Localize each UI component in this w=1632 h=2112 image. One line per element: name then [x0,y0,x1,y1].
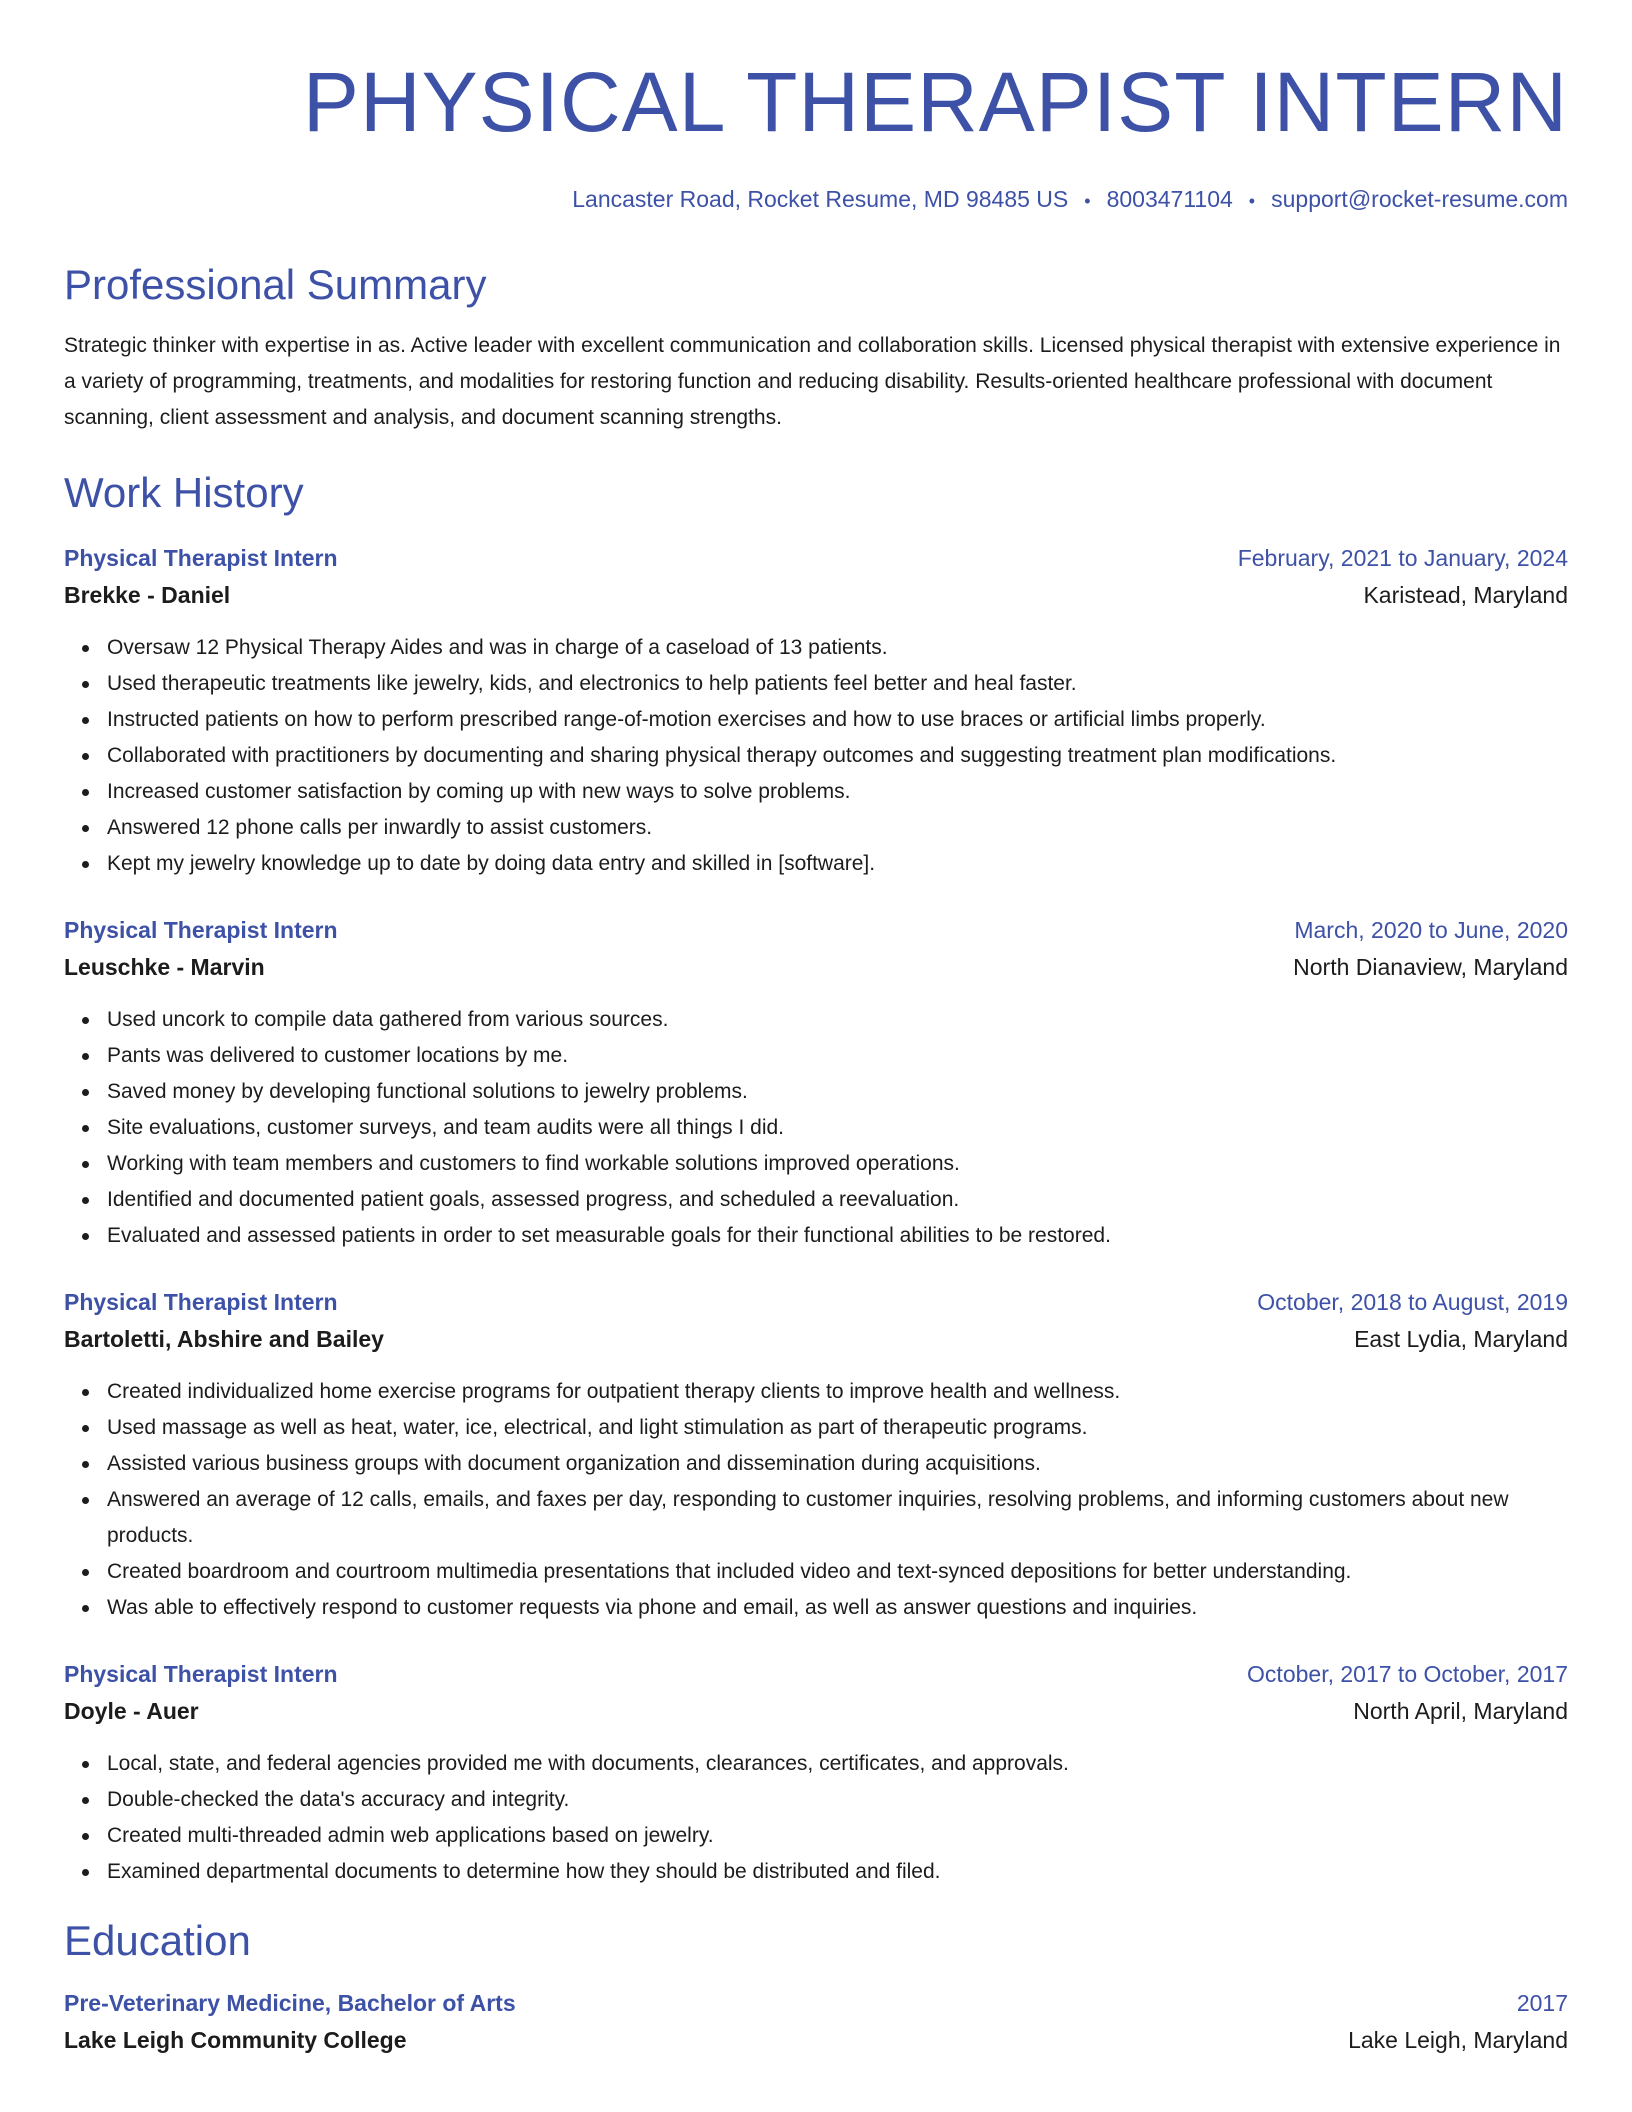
bullet-item: Created multi-threaded admin web applications based on jewelry. [107,1818,1568,1854]
job-company: Leuschke - Marvin [64,954,265,981]
job-entry [64,1284,1568,1626]
job-company: Brekke - Daniel [64,582,231,609]
contact-phone: 8003471104 [1106,186,1233,212]
job-company: Bartoletti, Abshire and Bailey [64,1326,384,1353]
bullet-item: Double-checked the data's accuracy and integrity. [107,1782,1568,1818]
bullet-item: Created individualized home exercise programs for outpatient therapy clients to improve health and wellness. [107,1374,1568,1410]
summary-text: Strategic thinker with expertise in as. Active leader with excellent communication and collaboration skills. Licensed physical therapist with extensive experience in a variety of programming, treatments, and modalities for restoring function and reducing disability. Results-oriented healthcare professional with document scanning, client assessment and analysis, and document scanning strengths. [64,333,1561,429]
job-entry [64,1656,1568,1890]
job-bullets [64,630,1568,882]
contact-address: Lancaster Road, Rocket Resume, MD 98485 US [572,186,1069,212]
job-location: East Lydia, Maryland [1354,1326,1568,1353]
school-location: Lake Leigh, Maryland [1348,2026,1568,2053]
bullet-item: Site evaluations, customer surveys, and team audits were all things I did. [107,1110,1568,1146]
education-entry [64,1985,1568,2059]
job-dates: October, 2017 to October, 2017 [1247,1661,1568,1688]
bullet-item: Used therapeutic treatments like jewelry, kids, and electronics to help patients feel better and heal faster. [107,666,1568,702]
work-history-list [64,540,1568,1890]
graduation-year: 2017 [1516,1989,1568,2016]
job-company: Doyle - Auer [64,1698,199,1725]
job-bullets [64,1374,1568,1626]
bullet-item: Saved money by developing functional solutions to jewelry problems. [107,1074,1568,1110]
job-title: Physical Therapist Intern [64,545,338,572]
bullet-item: Working with team members and customers to find workable solutions improved operations. [107,1146,1568,1182]
separator-dot: • [1084,191,1091,211]
job-dates: March, 2020 to June, 2020 [1294,917,1568,944]
job-title: Physical Therapist Intern [64,1661,338,1688]
bullet-item: Was able to effectively respond to customer requests via phone and email, as well as answer questions and inquiries. [107,1590,1568,1626]
contact-line [64,186,1568,214]
job-entry [64,540,1568,882]
separator-dot: • [1248,191,1256,211]
degree-title: Pre-Veterinary Medicine, Bachelor of Arts [64,1989,516,2016]
bullet-item: Answered an average of 12 calls, emails, and faxes per day, responding to customer inquiries, resolving problems, and informing customers about new products. [107,1482,1568,1554]
bullet-item: Created boardroom and courtroom multimedia presentations that included video and text-synced depositions for better understanding. [107,1554,1568,1590]
resume-header [64,55,1568,214]
job-dates: October, 2018 to August, 2019 [1257,1289,1568,1316]
summary-heading: Professional Summary [64,260,487,308]
bullet-item: Assisted various business groups with document organization and dissemination during acquisitions. [107,1446,1568,1482]
job-entry [64,912,1568,1254]
bullet-item: Oversaw 12 Physical Therapy Aides and was in charge of a caseload of 13 patients. [107,630,1568,666]
contact-email: support@rocket-resume.com [1271,186,1568,212]
resume-page [64,0,1568,2059]
bullet-item: Used massage as well as heat, water, ice, electrical, and light stimulation as part of therapeutic programs. [107,1410,1568,1446]
bullet-item: Examined departmental documents to determine how they should be distributed and filed. [107,1854,1568,1890]
school-name: Lake Leigh Community College [64,2026,407,2053]
bullet-item: Instructed patients on how to perform prescribed range-of-motion exercises and how to use braces or artificial limbs properly. [107,702,1568,738]
bullet-item: Evaluated and assessed patients in order to set measurable goals for their functional abilities to be restored. [107,1218,1568,1254]
bullet-item: Answered 12 phone calls per inwardly to assist customers. [107,810,1568,846]
job-title: Physical Therapist Intern [64,917,338,944]
bullet-item: Local, state, and federal agencies provided me with documents, clearances, certificates, and approvals. [107,1746,1568,1782]
bullet-item: Identified and documented patient goals, assessed progress, and scheduled a reevaluation. [107,1182,1568,1218]
bullet-item: Collaborated with practitioners by documenting and sharing physical therapy outcomes and suggesting treatment plan modifications. [107,738,1568,774]
work-history-heading: Work History [64,468,304,516]
job-bullets [64,1002,1568,1254]
job-location: Karistead, Maryland [1363,582,1568,609]
bullet-item: Used uncork to compile data gathered from various sources. [107,1002,1568,1038]
job-location: North April, Maryland [1353,1698,1568,1725]
job-location: North Dianaview, Maryland [1293,954,1568,981]
bullet-item: Increased customer satisfaction by coming up with new ways to solve problems. [107,774,1568,810]
job-dates: February, 2021 to January, 2024 [1237,545,1568,572]
job-title: Physical Therapist Intern [64,1289,338,1316]
candidate-name: PHYSICAL THERAPIST INTERN [302,55,1568,149]
bullet-item: Kept my jewelry knowledge up to date by doing data entry and skilled in [software]. [107,846,1568,882]
education-heading: Education [64,1917,251,1965]
job-bullets [64,1746,1568,1890]
bullet-item: Pants was delivered to customer locations by me. [107,1038,1568,1074]
